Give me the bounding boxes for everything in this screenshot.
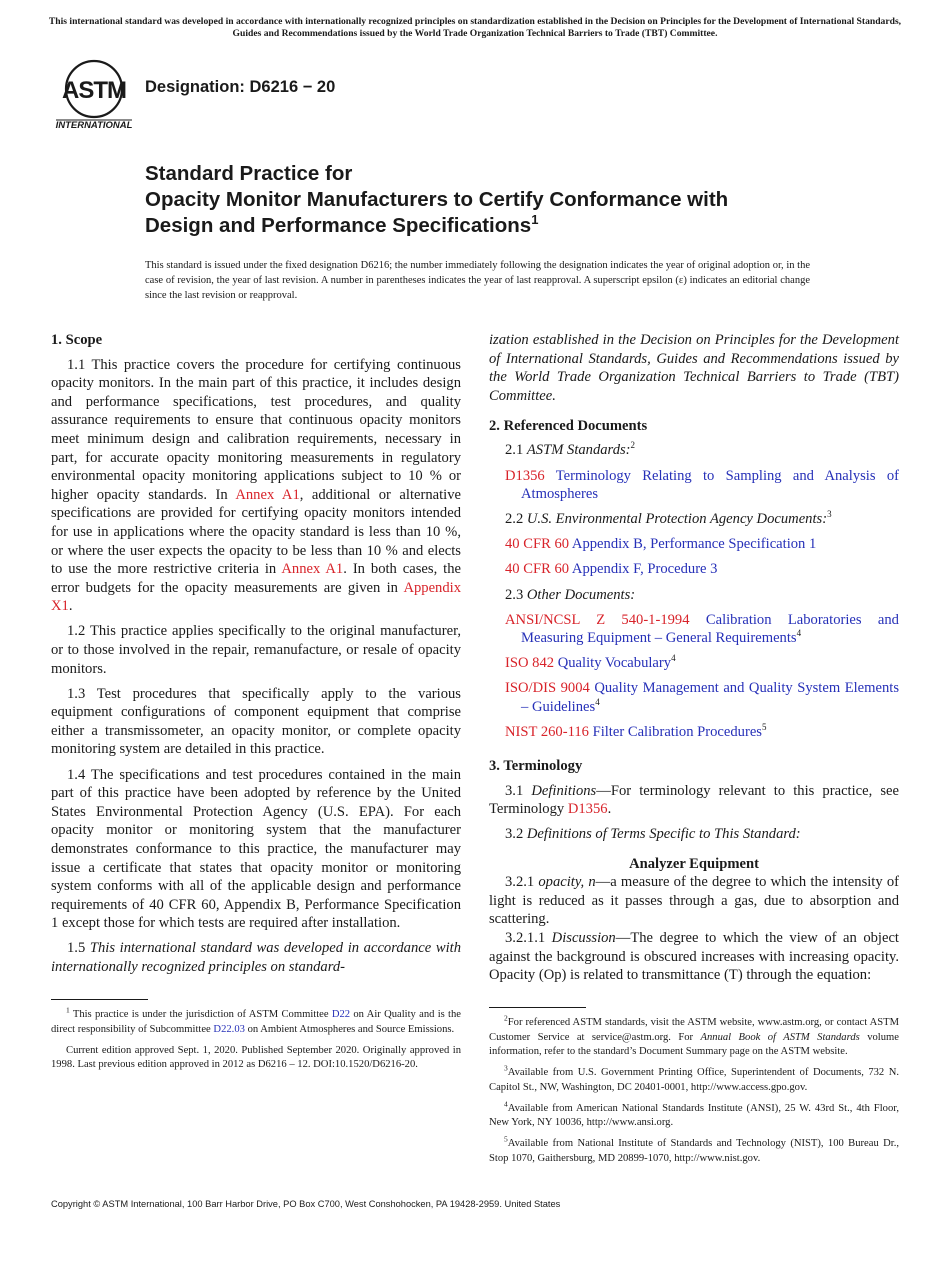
para-1-1: 1.1 This practice covers the procedure for certifying continuous opacity monitors. In the main part of this practice, it includes design and performance specifications, test procedures, and quality assurance requirements to ensure that continuous opacity monitors meet minimum design and calibration requirements, necessary in part, for accurate opacity monitoring measurements in regulatory environmental opacity monitoring applications subject to 10 % or higher opacity standards. In Annex A1, additional or alternative specifications are provided for certifying opacity monitors intended for use in applications where the opacity standard is less than 10 %, or where the user expects the opacity to be less than 10 % and elects to use the more restrictive criteria in Annex A1. In both cases, the error budgets for the opacity measurements are given in Appendix X1. bbox=[51, 356, 461, 615]
document-title bbox=[145, 161, 865, 239]
tbt-notice: This international standard was developed in accordance with internationally recognized principles on standardization established in the Decision on Principles for the Development of International Standards, Guides and Recommendations issued by the World Trade Organization Technical Barriers to Trade (TBT) Committee. bbox=[48, 16, 902, 39]
ref-40cfr60-f[interactable]: 40 CFR 60 Appendix F, Procedure 3 bbox=[505, 561, 718, 578]
para-1-4: 1.4 The specifications and test procedures contained in the main part of this practice have been adopted by reference by the United States Environmental Protection Agency (U.S. EPA). For each opacity monitor or monitoring system that the manufacturer demonstrates conformance to this practice, the manufacturer may issue a certificate that states that opacity monitor or monitoring system conforms with all of the applicable design and performance requirements of 40 CFR 60, Appendix B, Performance Specification 1 except those for which tests are required after installation. bbox=[51, 766, 461, 932]
subsection-2-2: 2.2 U.S. Environmental Protection Agency Documents:$^3$ bbox=[505, 509, 832, 528]
title-footnote-mark: 1 bbox=[531, 212, 539, 228]
footnote-3: $^3$Available from U.S. Government Printing Office, Superintendent of Documents, 732 N. Capitol St., NW, Washington, DC 20401-0001, http://www.access.gpo.gov. bbox=[489, 1063, 899, 1093]
para-1-3: 1.3 Test procedures that specifically apply to the various equipment configurations of component equipment that comprise either a transmissometer, an opacity monitor, or complete opacity monitoring system are detailed in this practice. bbox=[51, 685, 461, 758]
para-3-1: 3.1 Definitions—For terminology relevant to this practice, see Terminology D1356. bbox=[489, 782, 900, 818]
astm-logo bbox=[52, 58, 136, 132]
section-1-heading: 1. Scope bbox=[51, 332, 103, 348]
section-2-heading: 2. Referenced Documents bbox=[489, 417, 648, 434]
title-line-1: Standard Practice for bbox=[145, 162, 353, 185]
d1356-link[interactable]: D1356 bbox=[567, 801, 608, 818]
standard-intro: This standard is issued under the fixed designation D6216; the number immediately following the designation indicates the year of original adoption or, in the case of revision, the year of last revision. A number in parentheses indicates the year of last reapproval. A superscript epsilon (ε) indicates an editorial change since the last revision or reapproval. bbox=[145, 260, 810, 301]
right-column bbox=[489, 331, 899, 1173]
ref-ansi-ncsl[interactable]: ANSI/NCSL Z 540-1-1994 Calibration Laboratories and Measuring Equipment – General Requirements$^4$ bbox=[505, 611, 899, 647]
ref-40cfr60-b[interactable]: 40 CFR 60 Appendix B, Performance Specification 1 bbox=[505, 536, 817, 553]
section-3-heading: 3. Terminology bbox=[489, 758, 583, 775]
analyzer-equipment-heading: Analyzer Equipment bbox=[629, 855, 759, 872]
left-column bbox=[51, 331, 461, 1079]
d22-link[interactable]: D22 bbox=[331, 1009, 351, 1021]
para-3-2: 3.2 Definitions of Terms Specific to This Standard: bbox=[505, 826, 801, 843]
ref-iso-842[interactable]: ISO 842 Quality Vocabulary$^4$ bbox=[505, 653, 676, 672]
logo-sub: INTERNATIONAL bbox=[55, 120, 133, 131]
title-line-2: Opacity Monitor Manufacturers to Certify Conformance with bbox=[145, 188, 729, 211]
edition-note: Current edition approved Sept. 1, 2020. Published September 2020. Originally approved in 1998. Last previous edition approved in 2012 as D6216 – 12. DOI:10.1520/D6216-20. bbox=[51, 1044, 461, 1071]
footnote-4: $^4$Available from American National Standards Institute (ANSI), 25 W. 43rd St., 4th Floor, New York, NY 10036, http://www.ansi.org. bbox=[489, 1099, 899, 1129]
ref-iso-9004[interactable]: ISO/DIS 9004 Quality Management and Quality System Elements – Guidelines$^4$ bbox=[505, 680, 900, 715]
para-3-2-1: 3.2.1 opacity, n—a measure of the degree to which the intensity of light is reduced as it passes through a gas, due to absorption and scattering. bbox=[489, 874, 899, 928]
para-3-2-1-1: 3.2.1.1 Discussion—The degree to which the view of an object against the background is obscured increases with increasing opacity. Opacity (Op) is related to transmittance (T) through the equation: bbox=[489, 929, 899, 984]
logo-mark: ASTM bbox=[62, 77, 126, 104]
para-1-5: 1.5 This international standard was developed in accordance with internationally recognized principles on standard- bbox=[51, 940, 462, 975]
title-line-3: Design and Performance Specifications bbox=[145, 214, 532, 237]
ref-d1356[interactable]: D1356 Terminology Relating to Sampling and Analysis of Atmospheres bbox=[505, 467, 900, 503]
para-1-2: 1.2 This practice applies specifically to the original manufacturer, or to those involved in the repair, remanufacture, or resale of opacity monitors. bbox=[51, 623, 461, 677]
footnote-2: $^2$For referenced ASTM standards, visit the ASTM website, www.astm.org, or contact ASTM Customer Service at service@astm.org. For Annual Book of ASTM Standards volume information, refer to the standard’s Document Summary page on the ASTM website. bbox=[489, 1013, 899, 1058]
appendix-x1-link[interactable]: Appendix X1 bbox=[51, 579, 461, 615]
footnote-1: $^1$ This practice is under the jurisdiction of ASTM Committee D22 on Air Quality and is the direct responsibility of Subcommittee D22.03 on Ambient Atmospheres and Source Emissions. bbox=[51, 1005, 461, 1035]
annex-a1-link[interactable]: Annex A1 bbox=[235, 486, 300, 503]
subsection-2-1: 2.1 ASTM Standards:$^2$ bbox=[505, 440, 636, 459]
ref-nist[interactable]: NIST 260-116 Filter Calibration Procedures$^5$ bbox=[505, 722, 767, 741]
footnote-5: $^5$Available from National Institute of Standards and Technology (NIST), 100 Bureau Dr., Stop 1070, Gaithersburg, MD 20899-1070, http://www.nist.gov. bbox=[489, 1134, 899, 1164]
designation: Designation: D6216 − 20 bbox=[145, 78, 336, 96]
d22-03-link[interactable]: D22.03 bbox=[213, 1023, 245, 1035]
annex-a1-link[interactable]: Annex A1 bbox=[281, 561, 344, 578]
subsection-2-3: 2.3 Other Documents: bbox=[505, 586, 636, 603]
copyright: Copyright © ASTM International, 100 Barr Harbor Drive, PO Box C700, West Conshohocken, PA 19428-2959. United States bbox=[51, 1199, 561, 1209]
para-1-5-cont: ization established in the Decision on Principles for the Development of International Standards, Guides and Recommendations issued by the World Trade Organization Technical Barriers to Trade (TBT) Committee. bbox=[489, 332, 899, 404]
